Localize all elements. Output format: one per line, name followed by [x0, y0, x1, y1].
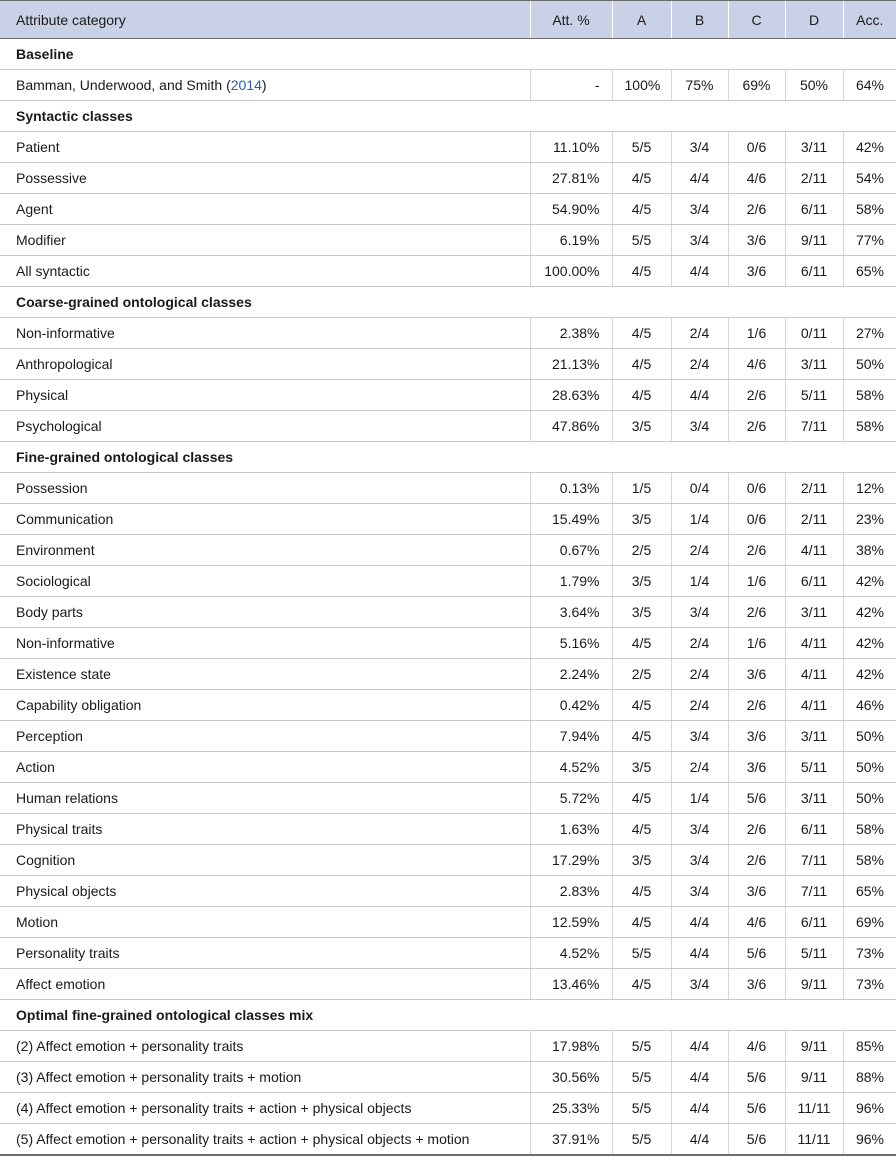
cell-a: 1/5	[612, 473, 671, 504]
cell-a: 5/5	[612, 1124, 671, 1156]
cell-a: 4/5	[612, 256, 671, 287]
cell-b: 3/4	[671, 597, 728, 628]
cell-category: (3) Affect emotion + personality traits + motion	[0, 1062, 530, 1093]
cell-c: 2/6	[728, 411, 785, 442]
cell-acc: 27%	[843, 318, 896, 349]
cell-att: 3.64%	[530, 597, 612, 628]
cell-d: 6/11	[785, 566, 843, 597]
cell-d: 6/11	[785, 256, 843, 287]
section-title: Optimal fine-grained ontological classes mix	[0, 1000, 896, 1031]
cell-b: 4/4	[671, 256, 728, 287]
cell-a: 4/5	[612, 318, 671, 349]
cell-b: 2/4	[671, 535, 728, 566]
cell-acc: 96%	[843, 1124, 896, 1156]
table-row	[0, 566, 896, 597]
citation-authors: Bamman, Underwood, and Smith (	[16, 77, 231, 93]
cell-b: 3/4	[671, 876, 728, 907]
cell-d: 7/11	[785, 876, 843, 907]
cell-att: 0.42%	[530, 690, 612, 721]
table-row	[0, 163, 896, 194]
table-row	[0, 473, 896, 504]
table-row	[0, 504, 896, 535]
cell-d: 9/11	[785, 969, 843, 1000]
cell-a: 4/5	[612, 349, 671, 380]
cell-att: 13.46%	[530, 969, 612, 1000]
section-header-row	[0, 442, 896, 473]
cell-a: 4/5	[612, 969, 671, 1000]
cell-category: Communication	[0, 504, 530, 535]
cell-b: 3/4	[671, 132, 728, 163]
cell-d: 7/11	[785, 411, 843, 442]
cell-acc: 50%	[843, 349, 896, 380]
cell-att: 1.63%	[530, 814, 612, 845]
cell-b: 3/4	[671, 721, 728, 752]
cell-acc: 58%	[843, 194, 896, 225]
cell-d: 5/11	[785, 380, 843, 411]
cell-d: 5/11	[785, 752, 843, 783]
cell-b: 2/4	[671, 628, 728, 659]
cell-category: Patient	[0, 132, 530, 163]
cell-c: 3/6	[728, 876, 785, 907]
cell-a: 5/5	[612, 1062, 671, 1093]
cell-a: 5/5	[612, 938, 671, 969]
cell-d: 3/11	[785, 783, 843, 814]
cell-b: 4/4	[671, 1062, 728, 1093]
cell-att: 0.67%	[530, 535, 612, 566]
cell-a: 5/5	[612, 225, 671, 256]
cell-d: 50%	[785, 70, 843, 101]
cell-c: 69%	[728, 70, 785, 101]
cell-acc: 50%	[843, 752, 896, 783]
section-header-row	[0, 39, 896, 70]
cell-att: 0.13%	[530, 473, 612, 504]
header-category: Attribute category	[0, 1, 530, 39]
cell-category: Possession	[0, 473, 530, 504]
cell-category: Body parts	[0, 597, 530, 628]
cell-d: 6/11	[785, 907, 843, 938]
table-row	[0, 783, 896, 814]
table-row	[0, 814, 896, 845]
cell-acc: 58%	[843, 411, 896, 442]
cell-d: 4/11	[785, 659, 843, 690]
cell-c: 4/6	[728, 349, 785, 380]
cell-att: 2.38%	[530, 318, 612, 349]
cell-acc: 42%	[843, 659, 896, 690]
cell-acc: 50%	[843, 721, 896, 752]
table-row	[0, 70, 896, 101]
table-row	[0, 876, 896, 907]
cell-b: 4/4	[671, 1093, 728, 1124]
cell-att: 11.10%	[530, 132, 612, 163]
cell-a: 4/5	[612, 194, 671, 225]
cell-b: 4/4	[671, 1031, 728, 1062]
cell-c: 5/6	[728, 1093, 785, 1124]
table-row	[0, 318, 896, 349]
cell-att: 17.29%	[530, 845, 612, 876]
cell-d: 9/11	[785, 225, 843, 256]
cell-b: 0/4	[671, 473, 728, 504]
section-title: Fine-grained ontological classes	[0, 442, 896, 473]
cell-c: 0/6	[728, 473, 785, 504]
table-row	[0, 690, 896, 721]
cell-att: 1.79%	[530, 566, 612, 597]
cell-category: Physical	[0, 380, 530, 411]
cell-acc: 73%	[843, 969, 896, 1000]
section-header-row	[0, 1000, 896, 1031]
cell-category: Agent	[0, 194, 530, 225]
cell-c: 5/6	[728, 1124, 785, 1156]
cell-a: 4/5	[612, 876, 671, 907]
table-row	[0, 628, 896, 659]
cell-att: 28.63%	[530, 380, 612, 411]
table-row	[0, 1124, 896, 1156]
cell-acc: 46%	[843, 690, 896, 721]
cell-category: Human relations	[0, 783, 530, 814]
cell-acc: 42%	[843, 597, 896, 628]
cell-att: 21.13%	[530, 349, 612, 380]
cell-d: 3/11	[785, 597, 843, 628]
section-title: Syntactic classes	[0, 101, 896, 132]
cell-acc: 58%	[843, 845, 896, 876]
cell-category: Physical objects	[0, 876, 530, 907]
cell-c: 2/6	[728, 690, 785, 721]
table-body	[0, 39, 896, 1156]
table-row	[0, 659, 896, 690]
section-header-row	[0, 101, 896, 132]
cell-c: 2/6	[728, 845, 785, 876]
cell-att: 30.56%	[530, 1062, 612, 1093]
cell-d: 5/11	[785, 938, 843, 969]
cell-category: Perception	[0, 721, 530, 752]
cell-d: 3/11	[785, 721, 843, 752]
cell-category: Action	[0, 752, 530, 783]
cell-att: 27.81%	[530, 163, 612, 194]
cell-a: 4/5	[612, 380, 671, 411]
cell-b: 4/4	[671, 907, 728, 938]
table-row	[0, 721, 896, 752]
cell-c: 2/6	[728, 194, 785, 225]
table-row	[0, 225, 896, 256]
cell-d: 2/11	[785, 504, 843, 535]
header-c: C	[728, 1, 785, 39]
cell-att: 6.19%	[530, 225, 612, 256]
header-d: D	[785, 1, 843, 39]
table-row	[0, 256, 896, 287]
cell-category: Cognition	[0, 845, 530, 876]
cell-d: 6/11	[785, 194, 843, 225]
cell-acc: 58%	[843, 380, 896, 411]
cell-b: 1/4	[671, 566, 728, 597]
cell-b: 3/4	[671, 194, 728, 225]
cell-c: 2/6	[728, 597, 785, 628]
cell-a: 3/5	[612, 752, 671, 783]
cell-c: 5/6	[728, 938, 785, 969]
table-row	[0, 1031, 896, 1062]
table-row	[0, 752, 896, 783]
cell-category: Sociological	[0, 566, 530, 597]
cell-acc: 77%	[843, 225, 896, 256]
header-a: A	[612, 1, 671, 39]
cell-att: 4.52%	[530, 938, 612, 969]
cell-category: Environment	[0, 535, 530, 566]
cell-acc: 42%	[843, 566, 896, 597]
cell-d: 6/11	[785, 814, 843, 845]
header-b: B	[671, 1, 728, 39]
cell-acc: 54%	[843, 163, 896, 194]
cell-att: 4.52%	[530, 752, 612, 783]
cell-att: 5.72%	[530, 783, 612, 814]
cell-category: Modifier	[0, 225, 530, 256]
cell-c: 5/6	[728, 783, 785, 814]
cell-category: Capability obligation	[0, 690, 530, 721]
cell-a: 100%	[612, 70, 671, 101]
table-row	[0, 380, 896, 411]
cell-category: Existence state	[0, 659, 530, 690]
cell-category: Non-informative	[0, 628, 530, 659]
cell-acc: 88%	[843, 1062, 896, 1093]
cell-c: 1/6	[728, 628, 785, 659]
table-row	[0, 535, 896, 566]
citation-year-link[interactable]: 2014	[230, 77, 262, 93]
cell-category: Physical traits	[0, 814, 530, 845]
table-row	[0, 194, 896, 225]
cell-att: 25.33%	[530, 1093, 612, 1124]
cell-c: 3/6	[728, 225, 785, 256]
section-header-row	[0, 287, 896, 318]
cell-att: 2.83%	[530, 876, 612, 907]
cell-category: (4) Affect emotion + personality traits + action + physical objects	[0, 1093, 530, 1124]
cell-c: 3/6	[728, 721, 785, 752]
cell-b: 4/4	[671, 380, 728, 411]
cell-category: Non-informative	[0, 318, 530, 349]
cell-c: 3/6	[728, 256, 785, 287]
cell-att: 100.00%	[530, 256, 612, 287]
cell-d: 11/11	[785, 1093, 843, 1124]
cell-d: 0/11	[785, 318, 843, 349]
cell-acc: 42%	[843, 628, 896, 659]
cell-att: 15.49%	[530, 504, 612, 535]
cell-c: 2/6	[728, 814, 785, 845]
cell-a: 4/5	[612, 690, 671, 721]
cell-a: 2/5	[612, 659, 671, 690]
cell-b: 2/4	[671, 690, 728, 721]
cell-b: 2/4	[671, 659, 728, 690]
cell-c: 3/6	[728, 659, 785, 690]
cell-acc: 69%	[843, 907, 896, 938]
cell-category: Psychological	[0, 411, 530, 442]
cell-c: 2/6	[728, 535, 785, 566]
cell-att: 54.90%	[530, 194, 612, 225]
cell-b: 3/4	[671, 969, 728, 1000]
cell-acc: 23%	[843, 504, 896, 535]
cell-b: 4/4	[671, 1124, 728, 1156]
cell-c: 3/6	[728, 969, 785, 1000]
cell-category: All syntactic	[0, 256, 530, 287]
cell-a: 3/5	[612, 566, 671, 597]
cell-category: Anthropological	[0, 349, 530, 380]
cell-c: 4/6	[728, 163, 785, 194]
cell-category: Motion	[0, 907, 530, 938]
header-acc: Acc.	[843, 1, 896, 39]
cell-category: Possessive	[0, 163, 530, 194]
cell-att: 17.98%	[530, 1031, 612, 1062]
cell-category: (2) Affect emotion + personality traits	[0, 1031, 530, 1062]
cell-c: 3/6	[728, 752, 785, 783]
cell-acc: 65%	[843, 876, 896, 907]
cell-d: 2/11	[785, 163, 843, 194]
cell-a: 4/5	[612, 721, 671, 752]
cell-a: 4/5	[612, 783, 671, 814]
cell-b: 4/4	[671, 163, 728, 194]
table-row	[0, 349, 896, 380]
cell-att: 2.24%	[530, 659, 612, 690]
cell-c: 2/6	[728, 380, 785, 411]
table-row	[0, 132, 896, 163]
cell-d: 4/11	[785, 628, 843, 659]
cell-acc: 50%	[843, 783, 896, 814]
cell-b: 2/4	[671, 349, 728, 380]
cell-category: Personality traits	[0, 938, 530, 969]
cell-acc: 73%	[843, 938, 896, 969]
header-row	[0, 1, 896, 39]
table-row	[0, 1062, 896, 1093]
cell-acc: 64%	[843, 70, 896, 101]
cell-d: 4/11	[785, 690, 843, 721]
cell-d: 2/11	[785, 473, 843, 504]
cell-d: 7/11	[785, 845, 843, 876]
table-row	[0, 411, 896, 442]
cell-category	[0, 70, 530, 101]
cell-a: 2/5	[612, 535, 671, 566]
cell-a: 5/5	[612, 1093, 671, 1124]
cell-acc: 96%	[843, 1093, 896, 1124]
cell-a: 3/5	[612, 597, 671, 628]
cell-b: 2/4	[671, 318, 728, 349]
header-att: Att. %	[530, 1, 612, 39]
cell-a: 4/5	[612, 628, 671, 659]
citation-close: )	[261, 77, 267, 93]
cell-att: 37.91%	[530, 1124, 612, 1156]
cell-d: 11/11	[785, 1124, 843, 1156]
cell-att: 12.59%	[530, 907, 612, 938]
cell-d: 9/11	[785, 1062, 843, 1093]
section-title: Coarse-grained ontological classes	[0, 287, 896, 318]
cell-att: 47.86%	[530, 411, 612, 442]
cell-att: -	[530, 70, 612, 101]
cell-category: Affect emotion	[0, 969, 530, 1000]
table-row	[0, 969, 896, 1000]
cell-c: 0/6	[728, 504, 785, 535]
cell-d: 4/11	[785, 535, 843, 566]
cell-a: 4/5	[612, 163, 671, 194]
cell-a: 3/5	[612, 411, 671, 442]
section-title: Baseline	[0, 39, 896, 70]
cell-att: 7.94%	[530, 721, 612, 752]
cell-acc: 58%	[843, 814, 896, 845]
cell-acc: 85%	[843, 1031, 896, 1062]
cell-acc: 42%	[843, 132, 896, 163]
table-row	[0, 845, 896, 876]
cell-c: 1/6	[728, 566, 785, 597]
cell-d: 9/11	[785, 1031, 843, 1062]
cell-d: 3/11	[785, 132, 843, 163]
cell-b: 2/4	[671, 752, 728, 783]
cell-a: 3/5	[612, 504, 671, 535]
cell-c: 1/6	[728, 318, 785, 349]
cell-acc: 12%	[843, 473, 896, 504]
cell-acc: 65%	[843, 256, 896, 287]
cell-b: 3/4	[671, 845, 728, 876]
table-row	[0, 907, 896, 938]
cell-acc: 38%	[843, 535, 896, 566]
cell-a: 3/5	[612, 845, 671, 876]
cell-a: 5/5	[612, 132, 671, 163]
cell-c: 0/6	[728, 132, 785, 163]
table-row	[0, 597, 896, 628]
cell-att: 5.16%	[530, 628, 612, 659]
cell-b: 1/4	[671, 783, 728, 814]
cell-a: 4/5	[612, 814, 671, 845]
cell-b: 3/4	[671, 411, 728, 442]
cell-b: 3/4	[671, 814, 728, 845]
cell-b: 75%	[671, 70, 728, 101]
table-row	[0, 1093, 896, 1124]
cell-b: 1/4	[671, 504, 728, 535]
cell-category: (5) Affect emotion + personality traits + action + physical objects + motion	[0, 1124, 530, 1156]
cell-d: 3/11	[785, 349, 843, 380]
cell-a: 4/5	[612, 907, 671, 938]
cell-c: 5/6	[728, 1062, 785, 1093]
cell-a: 5/5	[612, 1031, 671, 1062]
cell-c: 4/6	[728, 907, 785, 938]
cell-b: 3/4	[671, 225, 728, 256]
table-row	[0, 938, 896, 969]
cell-b: 4/4	[671, 938, 728, 969]
cell-c: 4/6	[728, 1031, 785, 1062]
